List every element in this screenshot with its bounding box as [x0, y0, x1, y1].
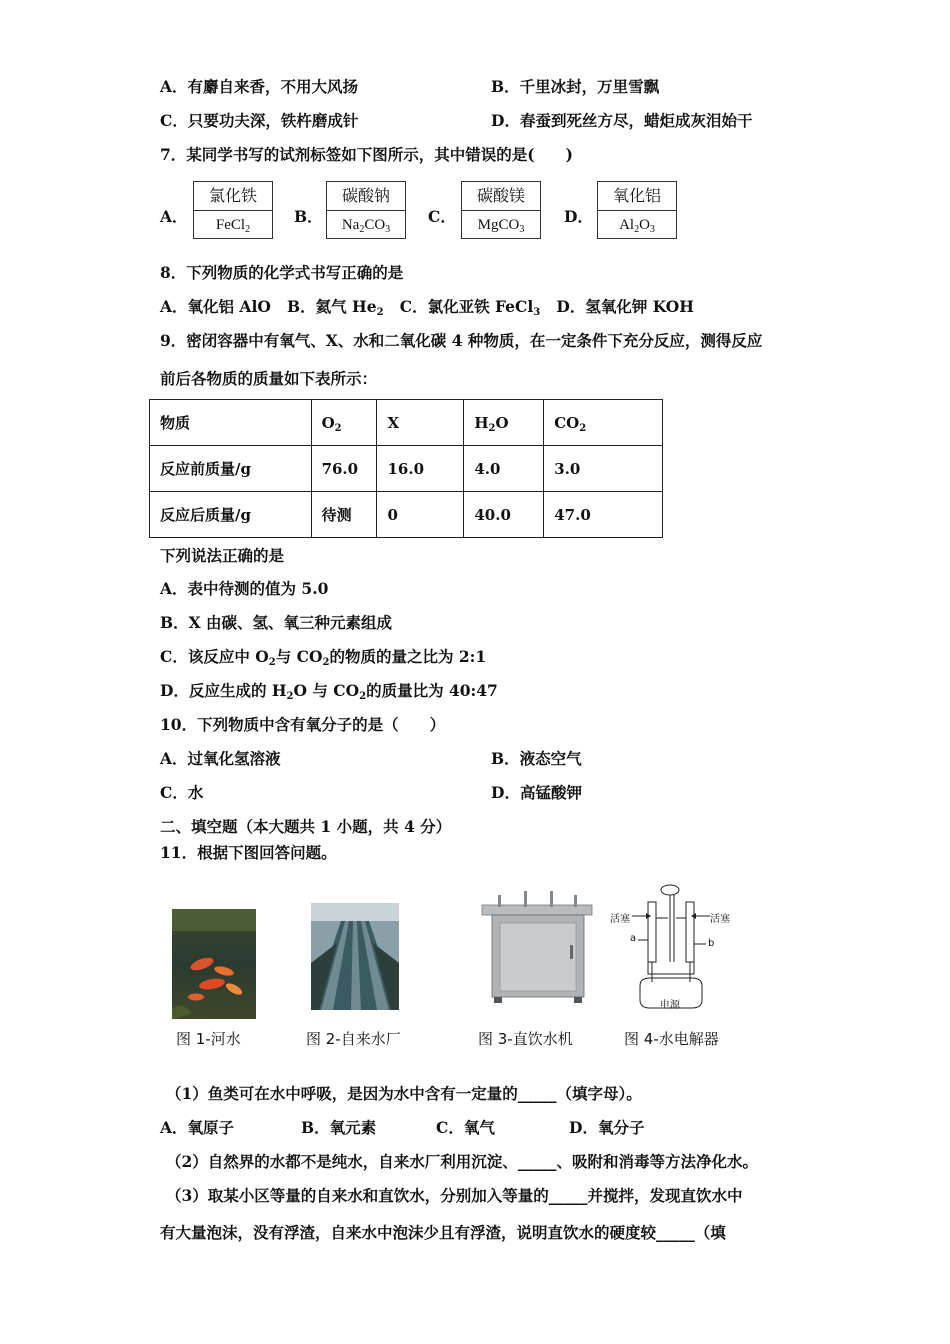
- q6-option-a: A．有麝自来香，不用大风扬: [160, 77, 359, 96]
- q7-label-letter-b: B．: [294, 207, 323, 226]
- fig1-caption: 图 1-河水: [176, 1030, 241, 1048]
- q11-part1-option-c: C．氧气: [436, 1118, 495, 1137]
- table-cell: X: [377, 400, 464, 446]
- fig4-electrolyzer: [610, 882, 730, 1014]
- reagent-label-name: 氧化铝: [598, 182, 676, 211]
- table-header-row: [150, 400, 663, 446]
- table-cell: 16.0: [377, 446, 464, 492]
- reagent-label-c: [461, 181, 541, 239]
- table-cell: 反应后质量/g: [150, 492, 312, 538]
- table-row: [150, 492, 663, 538]
- left-valve-label: 活塞: [610, 914, 630, 925]
- reagent-label-formula: FeCl$_2$: [215, 217, 251, 235]
- q7-stem: 7．某同学书写的试剂标签如下图所示，其中错误的是( ): [160, 145, 573, 164]
- reagent-label-b: [326, 181, 406, 239]
- table-cell: 待测: [311, 492, 377, 538]
- q11-part1-option-a: A．氧原子: [160, 1118, 235, 1137]
- reagent-label-name: 氯化铁: [194, 182, 272, 211]
- table-cell: 4.0: [464, 446, 544, 492]
- table-cell: 40.0: [464, 492, 544, 538]
- q8-stem: 8．下列物质的化学式书写正确的是: [160, 263, 404, 282]
- q8-option-d: D．氢氧化钾 KOH: [556, 297, 694, 316]
- q7-label-letter-d: D．: [564, 207, 593, 226]
- table-cell: $CO_2$: [544, 400, 663, 446]
- q11-part3-line2: 有大量泡沫，没有浮渣，自来水中泡沫少且有浮渣，说明直饮水的硬度较_____（填: [160, 1223, 726, 1242]
- table-row: [150, 446, 663, 492]
- q10-option-d: D．高锰酸钾: [491, 783, 582, 802]
- table-cell: 47.0: [544, 492, 663, 538]
- electrode-a-label: a: [630, 933, 637, 944]
- q8-option-b: B．氦气 $He_2$: [287, 297, 384, 318]
- electrode-b-label: b: [708, 938, 715, 949]
- fig2-caption: 图 2-自来水厂: [306, 1030, 401, 1048]
- q10-option-c: C．水: [160, 783, 204, 802]
- fig3-caption: 图 3-直饮水机: [478, 1030, 573, 1048]
- q9-option-a: A．表中待测的值为 5.0: [160, 579, 329, 598]
- q9-option-c: C．该反应中 $O_2$与 $CO_2$的物质的量之比为 2:1: [160, 647, 487, 668]
- q6-option-b: B．千里冰封，万里雪飘: [491, 77, 660, 96]
- reagent-label-formula: $Na_2CO_3$: [341, 217, 391, 235]
- reagent-label-name: 碳酸镁: [462, 182, 540, 211]
- q10-option-b: B．液态空气: [491, 749, 582, 768]
- q8-option-a: A．氧化铝 AlO: [160, 297, 271, 316]
- right-valve-label: 活塞: [710, 914, 730, 925]
- table-cell: 3.0: [544, 446, 663, 492]
- q10-stem: 10．下列物质中含有氧分子的是（ ）: [160, 715, 446, 734]
- q9-question: 下列说法正确的是: [160, 546, 285, 565]
- q9-option-d: D．反应生成的 $H_2O$ 与 $CO_2$的质量比为 40:47: [160, 681, 498, 702]
- reagent-label-name: 碳酸钠: [327, 182, 405, 211]
- reagent-label-a: [193, 181, 273, 239]
- table-cell: 76.0: [311, 446, 377, 492]
- q8-option-c: C．氯化亚铁 FeCl$_3$: [399, 297, 541, 318]
- q9-stem-line2: 前后各物质的质量如下表所示：: [160, 369, 378, 388]
- table-cell: $H_2O$: [464, 400, 544, 446]
- table-cell: 0: [377, 492, 464, 538]
- q11-part3-line1: （3）取某小区等量的自来水和直饮水，分别加入等量的_____并搅拌，发现直饮水中: [166, 1186, 743, 1205]
- table-cell: 物质: [150, 400, 312, 446]
- q8-options: [160, 297, 694, 317]
- q6-option-d: D．春蚕到死丝方尽，蜡炬成灰泪始干: [491, 111, 753, 130]
- mass-table: [149, 399, 663, 538]
- fig3-water-dispenser-image: [478, 887, 596, 1011]
- q11-part1: （1）鱼类可在水中呼吸，是因为水中含有一定量的_____（填字母）。: [166, 1084, 642, 1103]
- fig2-waterworks-image: [311, 903, 399, 1010]
- reagent-label-d: [597, 181, 677, 239]
- q11-stem: 11．根据下图回答问题。: [160, 843, 337, 862]
- table-cell: $O_2$: [311, 400, 377, 446]
- q7-label-letter-c: C．: [428, 207, 456, 226]
- table-cell: 反应前质量/g: [150, 446, 312, 492]
- q9-stem-line1: 9．密闭容器中有氧气、X、水和二氧化碳 4 种物质，在一定条件下充分反应，测得反应: [160, 331, 763, 350]
- q6-option-c: C．只要功夫深，铁杵磨成针: [160, 111, 359, 130]
- q11-part2: （2）自然界的水都不是纯水，自来水厂利用沉淀、_____、吸附和消毒等方法净化水。: [166, 1152, 759, 1171]
- q10-option-a: A．过氧化氢溶液: [160, 749, 281, 768]
- section-title: 二、填空题（本大题共 1 小题，共 4 分）: [160, 817, 452, 836]
- q9-option-b: B．X 由碳、氢、氧三种元素组成: [160, 613, 393, 632]
- fig1-river-image: [172, 909, 256, 1019]
- q11-part1-option-b: B．氧元素: [301, 1118, 377, 1137]
- power-label: 电源: [660, 1000, 680, 1011]
- reagent-label-formula: MgCO$_3$: [477, 217, 525, 235]
- q11-part1-option-d: D．氧分子: [569, 1118, 645, 1137]
- fig4-caption: 图 4-水电解器: [624, 1030, 719, 1048]
- reagent-label-formula: $Al_2O_3$: [619, 217, 655, 235]
- q7-label-letter-a: A．: [160, 207, 188, 226]
